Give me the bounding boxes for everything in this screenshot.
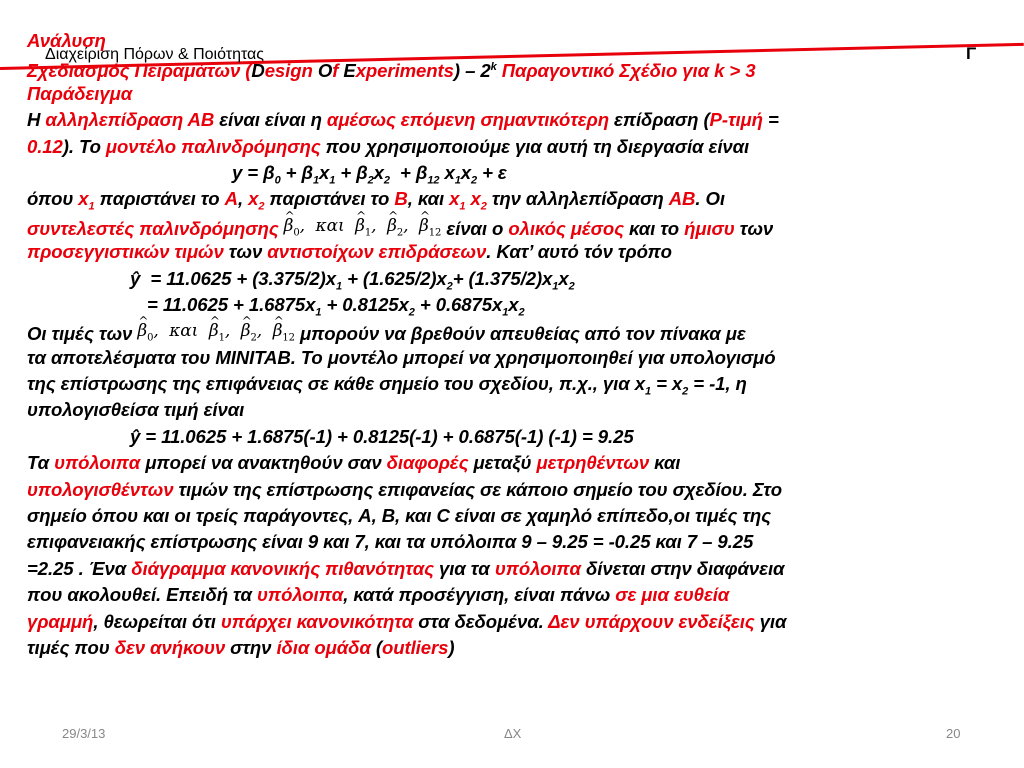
text-line: γραμμή, θεωρείται ότι υπάρχει κανονικότητα στα δεδομένα. Δεν υπάρχουν ενδείξεις για bbox=[27, 610, 787, 632]
text-line: συντελεστές παλινδρόμησης ^ $\beta_0$, και ^ $\beta_1$, ^ $\beta_2$, ^ $\beta_{12}$ είναι ο ολικός μέσος και το ήμισυ των bbox=[27, 213, 1007, 239]
text-line: που ακολουθεί. Επειδή τα υπόλοιπα, κατά προσέγγιση, είναι πάνω σε μια ευθεία bbox=[27, 584, 730, 606]
example-heading: Παράδειγμα bbox=[27, 82, 133, 104]
footer-author: ΔΧ bbox=[504, 726, 522, 741]
page-number: 20 bbox=[946, 726, 961, 741]
text-line: όπου $x_1$ παριστάνει το A, $x_2$ παριστάνει το B, και $x_1$ $x_2$ την αλληλεπίδραση AB. Οι bbox=[27, 188, 725, 214]
footer-date: 29/3/13 bbox=[62, 726, 106, 741]
text-line: υπολογισθέντων τιμών της επίστρωσης επιφανείας σε κάποιο σημείο του σχεδίου. Στο bbox=[27, 478, 783, 500]
beta-coefficients-math: ^ $\beta_0$, και ^ $\beta_1$, ^ $\beta_2$, ^ $\beta_{12}$ bbox=[137, 318, 295, 352]
slide-title: Ανάλυση bbox=[27, 30, 106, 51]
text-line: 0.12). Το μοντέλο παλινδρόμησης που χρησιμοποιούμε για αυτή τη διεργασία είναι bbox=[27, 135, 750, 157]
fitted-value-equation: ŷ = 11.0625 + 1.6875(-1) + 0.8125(-1) + 0.6875(-1) (-1) = 9.25 bbox=[130, 425, 634, 447]
text-line: Τα υπόλοιπα μπορεί να ανακτηθούν σαν διαφορές μεταξύ μετρηθέντων και bbox=[27, 452, 681, 474]
text-line: τα αποτελέσματα του MINITAB. Το μοντέλο μπορεί να χρησιμοποιηθεί για υπολογισμό bbox=[27, 346, 776, 368]
text-line: σημείο όπου και οι τρείς παράγοντες, A, B, και C είναι σε χαμηλό επίπεδο,οι τιμές της bbox=[27, 505, 771, 527]
text-line: υπολογισθείσα τιμή είναι bbox=[27, 399, 245, 421]
text-line: επιφανειακής επίστρωσης είναι 9 και 7, και τα υπόλοιπα 9 – 9.25 = -0.25 και 7 – 9.25 bbox=[27, 531, 754, 553]
text-line: Οι τιμές των ^ $\beta_0$, και ^ $\beta_1$, ^ $\beta_2$, ^ $\beta_{12}$ μπορούν να βρεθούν απευθείας από τον πίνακα με bbox=[27, 318, 1007, 344]
beta-coefficients-math: ^ $\beta_0$, και ^ $\beta_1$, ^ $\beta_2$, ^ $\beta_{12}$ bbox=[284, 213, 442, 247]
header-letter: Γ bbox=[966, 44, 977, 63]
slide-subtitle: Σχεδιασμός Πειραμάτων (Design Of Experiments) – 2$^k$ Παραγοντικό Σχέδιο για k > 3 bbox=[27, 60, 756, 82]
text-line: Η αλληλεπίδραση ΑΒ είναι είναι η αμέσως επόμενη σημαντικότερη επίδραση (P-τιμή = bbox=[27, 109, 779, 131]
fitted-equation-1: ŷ = $11.0625 + (3.375/2)x_1 + (1.625/2)x_2+ (1.375/2)x_1x_2$ bbox=[130, 267, 575, 293]
text-line: τιμές που δεν ανήκουν στην ίδια ομάδα (outliers) bbox=[27, 636, 455, 658]
slide-body bbox=[27, 28, 1007, 661]
regression-equation: $y = \beta_0 + \beta_1x_1 + \beta_2x_2 + \beta_{12}$ $x_1x_2 + \varepsilon$ bbox=[232, 161, 507, 187]
text-line: της επίστρωσης της επιφάνειας σε κάθε σημείο του σχεδίου, π.χ., για $x_1 = x_2 = -1$, η bbox=[27, 373, 747, 398]
text-line: προσεγγιστικών τιμών των αντιστοίχων επιδράσεων. Κατ’ αυτό τόν τρόπο bbox=[27, 241, 672, 263]
course-title: Διαχείριση Πόρων & Ποιότητας bbox=[45, 46, 265, 63]
text-line: =2.25 . Ένα διάγραμμα κανονικής πιθανότητας για τα υπόλοιπα δίνεται στην διαφάνεια bbox=[27, 557, 785, 579]
fitted-equation-2: = $11.0625 + 1.6875x_1 + 0.8125x_2 + 0.6875x_1x_2$ bbox=[147, 293, 525, 319]
